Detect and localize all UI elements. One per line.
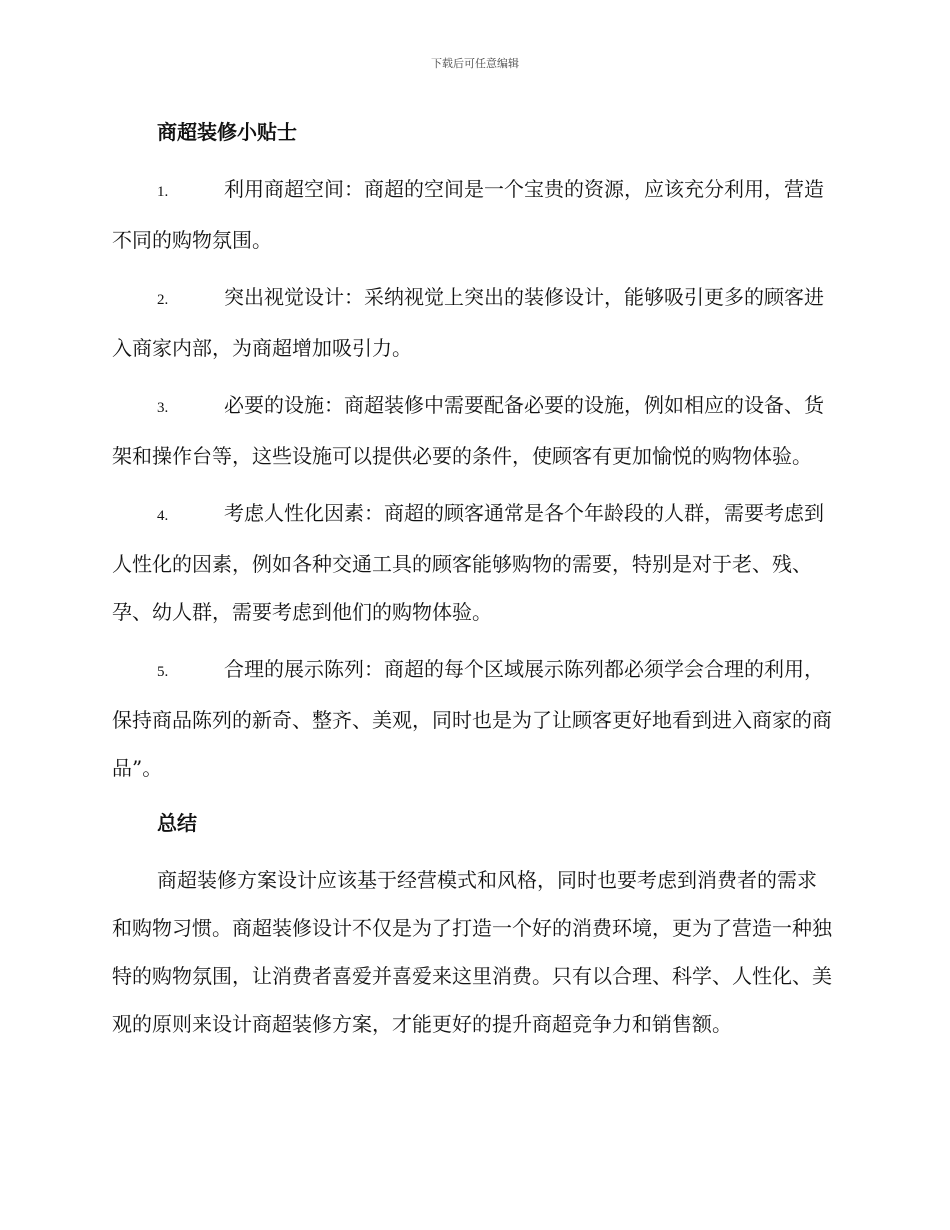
summary-paragraph: 商超装修方案设计应该基于经营模式和风格，同时也要考虑到消费者的需求和购物习惯。商超装修设计不仅是为了打造一个好的消费环境，更为了营造一种独特的购物氛围，让消费者喜爱并喜爱来这里消费。只有以合理、科学、人性化、美观的原则来设计商超装修方案，才能更好的提升商超竞争力和销售额。: [112, 868, 832, 1036]
list-item-3: [112, 381, 836, 480]
list-item-text: 考虑人性化因素：商超的顾客通常是各个年龄段的人群，需要考虑到人性化的因素，例如各种交通工具的顾客能够购物的需要，特别是对于老、残、孕、幼人群，需要考虑到他们的购物体验。: [112, 501, 824, 624]
list-item-4: [112, 489, 836, 636]
page-header-note: 下载后可任意编辑: [431, 57, 519, 70]
list-number: 1.: [157, 184, 169, 200]
list-item-text: 合理的展示陈列：商超的每个区域展示陈列都必须学会合理的利用，保持商品陈列的新奇、整齐、美观，同时也是为了让顾客更好地看到进入商家的商品”。: [112, 657, 832, 780]
list-number: 2.: [157, 292, 169, 308]
list-item-text: 必要的设施：商超装修中需要配备必要的设施，例如相应的设备、货架和操作台等，这些设施可以提供必要的条件，使顾客有更加愉悦的购物体验。: [112, 393, 824, 468]
list-item-2: [112, 273, 836, 372]
list-number: 3.: [157, 400, 169, 416]
list-item-1: [112, 165, 836, 264]
list-number: 5.: [157, 664, 169, 680]
list-item-text: 突出视觉设计：采纳视觉上突出的装修设计，能够吸引更多的顾客进入商家内部，为商超增加吸引力。: [112, 285, 824, 360]
list-number: 4.: [157, 508, 169, 524]
list-item-5: [112, 645, 836, 792]
section-title-tips: 商超装修小贴士: [157, 120, 297, 144]
document-body: [112, 108, 836, 1048]
list-item-text: 利用商超空间：商超的空间是一个宝贵的资源，应该充分利用，营造不同的购物氛围。: [112, 177, 824, 252]
section-title-summary: 总结: [157, 811, 197, 835]
